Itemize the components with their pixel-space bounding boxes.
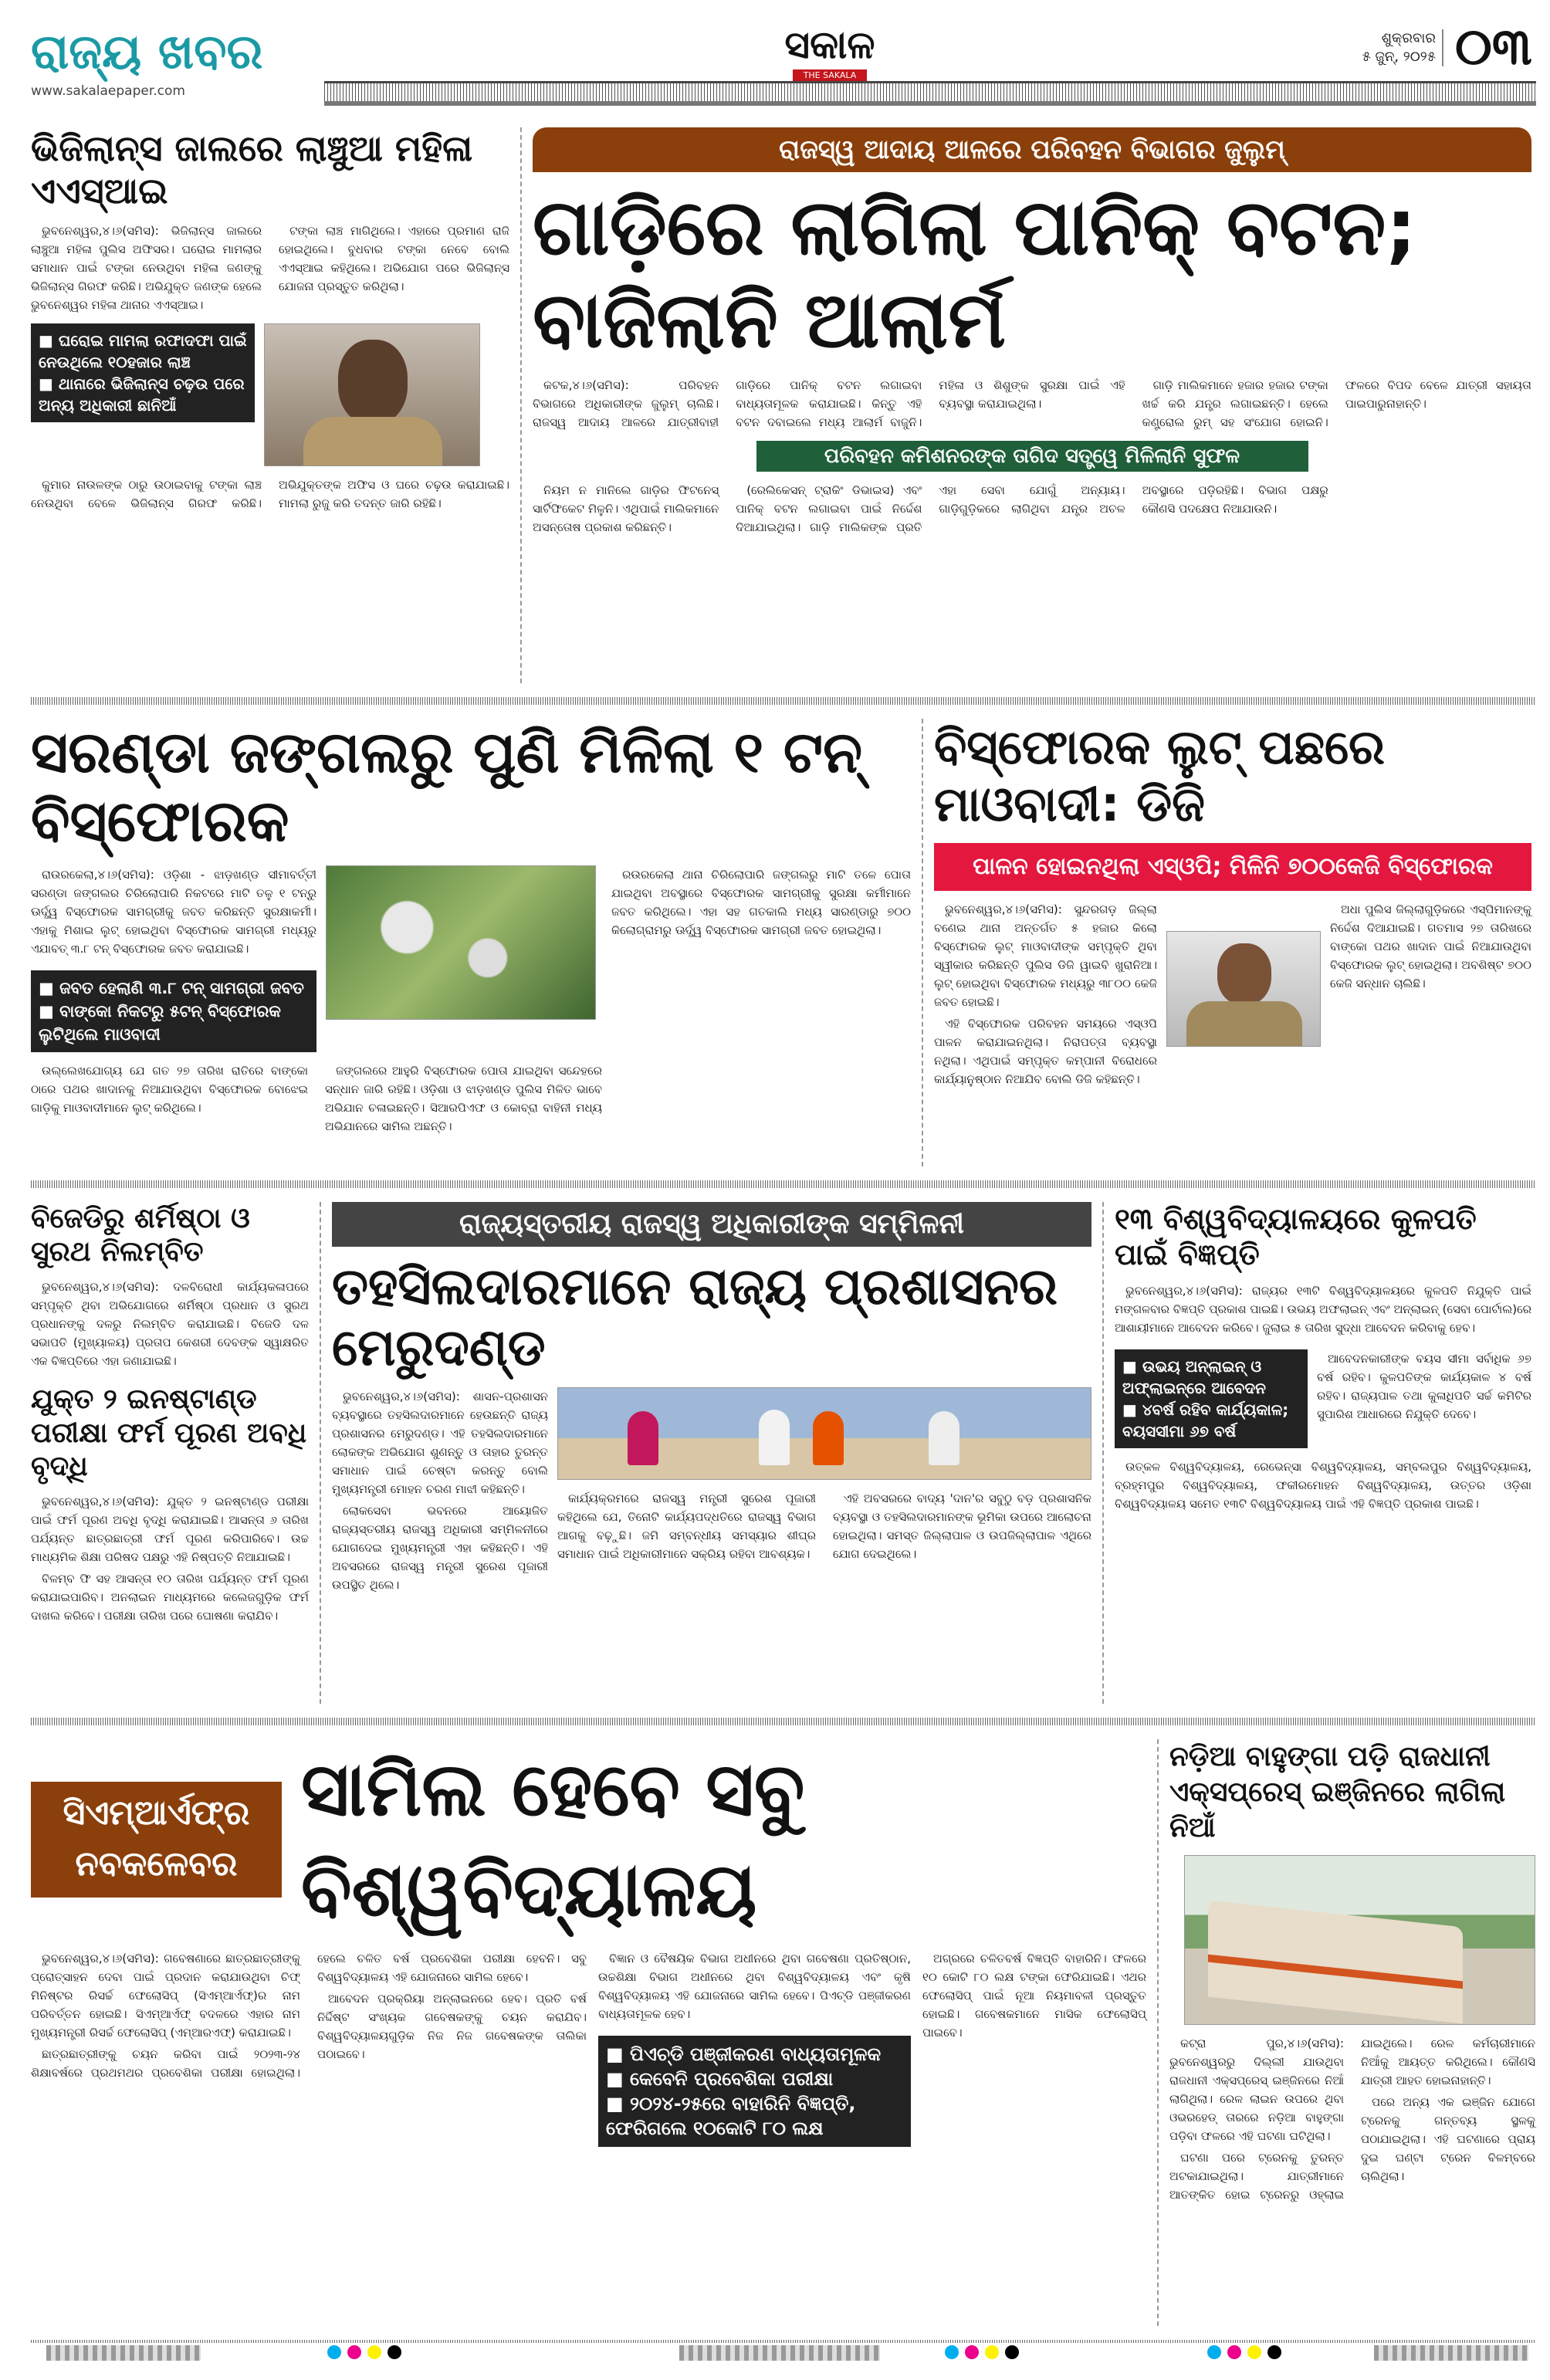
headline: ବିସ୍ଫୋରକ ଲୁଟ୍ ପଛରେ ମାଓବାଦୀ: ଡିଜି bbox=[934, 719, 1386, 833]
paragraph: ଭୁବନେଶ୍ୱର,୪।୬(ସମିସ): ଯୁକ୍ତ ୨ ଇନଷ୍ଟାଣ୍ଡ ପରୀକ୍ଷା ପାଇଁ ଫର୍ମ ପୂରଣ ଅବଧି ବୃଦ୍ଧି କରାଯାଇଛି। ଆସନ୍ତା ୬ ତାରିଖ ପର୍ଯ୍ୟନ୍ତ ଛାତ୍ରଛାତ୍ରୀ ଫର୍ମ ପୂରଣ କରିପାରିବେ। ଉଚ୍ଚ ମାଧ୍ୟମିକ ଶିକ୍ଷା ପରିଷଦ ପକ୍ଷରୁ ଏହି ନିଷ୍ପତ୍ତି ନିଆଯାଇଛି। bbox=[31, 1494, 309, 1564]
subheadline: ପାଳନ ହୋଇନଥିଲା ଏସ୍ଓପି; ମିଳିନି ୭୦୦କେଜି ବିସ୍ଫୋରକ bbox=[934, 843, 1531, 891]
paragraph: ଜଙ୍ଗଲରେ ଆହୁରି ବିସ୍ଫୋରକ ପୋତା ଯାଇଥିବା ସନ୍ଦେହରେ ସନ୍ଧାନ ଜାରି ରହିଛି। ଓଡ଼ିଶା ଓ ଝାଡ଼ଖଣ୍ଡ ପୁଲିସ ମିଳିତ ଭାବେ ଅଭିଯାନ ଚଳାଇଛନ୍ତି। ସିଆରପିଏଫ ଓ କୋବ୍ରା ବାହିନୀ ମଧ୍ୟ ଅଭିଯାନରେ ସାମିଲ ଅଛନ୍ତି। bbox=[325, 1063, 602, 1133]
news-row bbox=[31, 127, 1536, 683]
kicker-banner: ରାଜସ୍ୱ ଆଦାୟ ଆଳରେ ପରିବହନ ବିଭାଗର ଜୁଲୁମ୍ bbox=[533, 127, 1531, 172]
bullet: ■ ଥାନାରେ ଭିଜିଲାନ୍ସ ଚଢ଼ଉ ପରେ ଅନ୍ୟ ଅଧିକାରୀ ଛାନିଆଁ bbox=[39, 373, 247, 416]
headline: ନଡ଼ିଆ ବାହୁଙ୍ଗା ପଡ଼ି ରାଜଧାନୀ ଏକ୍ସପ୍ରେସ୍ ଇଞ୍ଜିନରେ ଲାଗିଲା ନିଆଁ bbox=[1169, 1741, 1506, 1843]
box-body-row bbox=[1115, 1349, 1531, 1448]
sub-column bbox=[31, 865, 316, 1052]
headline: ଭିଜିଲାନ୍ସ ଜାଲରେ ଲାଞ୍ଚୁଆ ମହିଳା ଏଏସ୍ଆଇ bbox=[31, 127, 473, 212]
main-headline: ଗାଡ଼ିରେ ଲାଗିଲା ପାନିକ୍ ବଟନ; ବାଜିଲାନି ଆଲାର୍ମ bbox=[533, 182, 1417, 365]
highlight-box bbox=[598, 2036, 911, 2147]
news-row bbox=[31, 1202, 1536, 1704]
color-dots bbox=[942, 2345, 1022, 2361]
article-body bbox=[533, 376, 1531, 432]
train-engine-photo bbox=[1184, 1855, 1535, 2025]
paragraph: ଅଗ୍ରରେ ଚଳିତବର୍ଷ ବିଜ୍ଞପ୍ତି ବାହାରିନି। ଫଳରେ ୧୦ କୋଟି ୮୦ ଲକ୍ଷ ଟଙ୍କା ଫେରିଯାଇଛି। ଏଥର ଫେଲୋସିପ୍ ପାଇଁ ନୂଆ ନିୟମାବଳୀ ପ୍ରସ୍ତୁତ ହୋଇଛି। ଗବେଷକମାନେ ମାସିକ ଫେଲୋସିପ୍ ପାଇବେ। bbox=[922, 1952, 1146, 2040]
subheadline: ଯୁକ୍ତ ୨ ଇନଷ୍ଟାଣ୍ଡ ପରୀକ୍ଷା ଫର୍ମ ପୂରଣ ଅବଧି ବୃଦ୍ଧି bbox=[31, 1383, 307, 1482]
paragraph: କାର୍ଯ୍ୟକ୍ରମରେ ରାଜସ୍ୱ ମନ୍ତ୍ରୀ ସୁରେଶ ପୂଜାରୀ କହିଥିଲେ ଯେ, ତିନୋଟି କାର୍ଯ୍ୟପଦ୍ଧତିରେ ରାଜସ୍ୱ ବିଭାଗ ଆଗକୁ ବଢ଼ୁଛି। ଜମି ସମ୍ବନ୍ଧୀୟ ସମସ୍ୟାର ଶୀଘ୍ର ସମାଧାନ ପାଇଁ ଅଧିକାରୀମାନେ ସକ୍ରିୟ ରହିବା ଆବଶ୍ୟକ। bbox=[557, 1491, 816, 1562]
bullet: ■ ପିଏଚ୍‌ଡି ପଞ୍ଜୀକରଣ ବାଧ୍ୟତାମୂଳକ bbox=[606, 2042, 903, 2067]
article-layout bbox=[934, 900, 1531, 1092]
article-body bbox=[1115, 1457, 1531, 1516]
site-url[interactable]: www.sakalaepaper.com bbox=[31, 83, 185, 99]
bullet: ■ କେବେନି ପ୍ରବେଶିକା ପରୀକ୍ଷା bbox=[606, 2067, 903, 2091]
paragraph: ଭୁବନେଶ୍ୱର,୪।୬(ସମିସ): ସୁନ୍ଦରଗଡ଼ ଜିଲ୍ଲା ବଣେଇ ଥାନା ଅନ୍ତର୍ଗତ ୫ ହଜାର କିଲୋ ବିସ୍ଫୋରକ ଲୁଟ୍ ମାଓବାଦୀଙ୍କ ସମ୍ପୃକ୍ତି ଥିବା ସ୍ୱୀକାର କରିଛନ୍ତି ପୁଲିସ ଡିଜି ୱାଇବି ଖୁରାନିଆ। ଲୁଟ୍ ହୋଇଥିବା ବିସ୍ଫୋରକ ମଧ୍ୟରୁ ୩୮୦୦ କେଜି ଜବତ ହୋଇଛି। bbox=[934, 902, 1157, 1009]
paragraph: ରାଉରକେଲା,୪।୬(ସମିସ): ଓଡ଼ିଶା - ଝାଡ଼ଖଣ୍ଡ ସୀମାବର୍ତ୍ତୀ ସରଣ୍ଡା ଜଙ୍ଗଲର ଚିରିଲୋପାରି ନିକଟରେ ମାଟି ତଳୁ ୧ ଟନ୍ରୁ ଊର୍ଦ୍ଧ୍ୱ ବିସ୍ଫୋରକ ସାମଗ୍ରୀକୁ ଜବତ କରିଛନ୍ତି ସୁରକ୍ଷାକର୍ମୀ। ଏହାକୁ ମିଶାଇ ଲୁଟ୍ ହୋଇଥିବା ବିସ୍ଫୋରକ ସାମଗ୍ରୀ ମଧ୍ୟରୁ ଏଯାବତ୍ ୩.୮ ଟନ୍ ବିସ୍ଫୋରକ ଜବତ କରାଯାଇଛି। bbox=[31, 867, 316, 956]
news-row bbox=[31, 1739, 1536, 2326]
paragraph: ଆବେଦନ ପ୍ରକ୍ରିୟା ଅନ୍‌ଲାଇନରେ ହେବ। ପ୍ରତି ବର୍ଷ ନିର୍ଦ୍ଦିଷ୍ଟ ସଂଖ୍ୟକ ଗବେଷକଙ୍କୁ ଚୟନ କରାଯିବ। ବିଶ୍ୱବିଦ୍ୟାଳୟଗୁଡ଼ିକ ନିଜ ନିଜ ଗବେଷକଙ୍କ ତାଲିକା ପଠାଇବେ। bbox=[317, 1992, 587, 2061]
paragraph: ଆବେଦନକାରୀଙ୍କ ବୟସ ସୀମା ସର୍ବାଧିକ ୬୭ ବର୍ଷ ରହିବ। କୁଳପତିଙ୍କ କାର୍ଯ୍ୟକାଳ ୪ ବର୍ଷ ରହିବ। ରାଜ୍ୟପାଳ ତଥା କୁଳାଧିପତି ସର୍ଚ୍ଚ କମିଟିର ସୁପାରିଶ ଆଧାରରେ ନିଯୁକ୍ତି ଦେବେ। bbox=[1317, 1352, 1531, 1422]
headline-row bbox=[31, 1739, 1146, 1940]
paragraph: କଟ୍ରା ପୁର,୪।୬(ସମିସ): ଭୁବନେଶ୍ୱରରୁ ଦିଲ୍ଲୀ ଯାଉଥିବା ରାଜଧାନୀ ଏକ୍ସପ୍ରେସ୍ ଇଞ୍ଜିନରେ ନିଆଁ ଲାଗିଥିଲା। ରେଳ ଲାଇନ ଉପରେ ଥିବା ଓଭରହେଡ୍ ତାରରେ ନଡ଼ିଆ ବାହୁଙ୍ଗା ପଡ଼ିବା ଫଳରେ ଏହି ଘଟଣା ଘଟିଥିଲା। bbox=[1169, 2036, 1344, 2143]
registration-mark bbox=[679, 2345, 880, 2361]
bullet: ■ ଜବତ ହେଲାଣି ୩.୮ ଟନ୍ ସାମଗ୍ରୀ ଜବତ bbox=[39, 977, 309, 1000]
paragraph: ଭୁବନେଶ୍ୱର,୪।୬(ସମିସ): ଶାସନ-ପ୍ରଶାସନ ବ୍ୟବସ୍ଥାରେ ତହସିଲଦାରମାନେ ହେଉଛନ୍ତି ରାଜ୍ୟ ପ୍ରଶାସନର ମେରୁଦଣ୍ଡ। ଏହି ତହସିଲଦାରମାନେ ଲୋକଙ୍କ ଅଭିଯୋଗ ଶୁଣନ୍ତୁ ଓ ତାହାର ତୁରନ୍ତ ସମାଧାନ ପାଇଁ ଚେଷ୍ଟା କରନ୍ତୁ ବୋଲି ମୁଖ୍ୟମନ୍ତ୍ରୀ ମୋହନ ଚରଣ ମାଝୀ କହିଛନ୍ତି। bbox=[332, 1390, 548, 1497]
article-body bbox=[598, 1949, 911, 2026]
column bbox=[31, 1202, 309, 1628]
column bbox=[31, 1739, 1146, 2147]
section-divider bbox=[31, 1718, 1536, 1725]
article-body bbox=[533, 481, 1531, 537]
paragraph: ଉଲ୍ଲେଖଯୋଗ୍ୟ ଯେ ଗତ ୨୭ ତାରିଖ ରାତିରେ ବାଙ୍କୋ ଠାରେ ପଥର ଖାଦାନକୁ ନିଆଯାଉଥିବା ବିସ୍ଫୋରକ ବୋଝେଇ ଗାଡ଼ିକୁ ମାଓବାଦୀମାନେ ଲୁଟ୍ କରିଥିଲେ। bbox=[31, 1063, 308, 1115]
date: ୫ ଜୁନ୍, ୨୦୨୫ bbox=[1362, 49, 1436, 65]
article-body bbox=[332, 1387, 548, 1597]
paragraph: ଉତ୍କଳ ବିଶ୍ୱବିଦ୍ୟାଳୟ, ରେଭେନ୍ସା ବିଶ୍ୱବିଦ୍ୟାଳୟ, ସମ୍ବଲପୁର ବିଶ୍ୱବିଦ୍ୟାଳୟ, ବ୍ରହ୍ମପୁର ବିଶ୍ୱବିଦ୍ୟାଳୟ, ଫକୀରମୋହନ ବିଶ୍ୱବିଦ୍ୟାଳୟ, ଉତ୍ତର ଓଡ଼ିଶା ବିଶ୍ୱବିଦ୍ୟାଳୟ ସମେତ ୧୩ଟି ବିଶ୍ୱବିଦ୍ୟାଳୟ ପାଇଁ ଏହି ବିଜ୍ଞପ୍ତି ପ୍ରକାଶ ପାଇଛି। bbox=[1115, 1460, 1531, 1512]
article-body bbox=[1330, 900, 1531, 996]
column bbox=[320, 1202, 1091, 1704]
box-photo-row bbox=[31, 323, 509, 466]
paragraph: ଏହି ଅବସରରେ ବାଦ୍ୟ 'ଦାନ'ର ସବୁଠୁ ବଡ଼ ପ୍ରଶାସନିକ ବ୍ୟବସ୍ଥା ଓ ତହସିଲଦାରମାନଙ୍କ ଭୂମିକା ଉପରେ ଆଲୋଚନା ହୋଇଥିଲା। ସମସ୍ତ ଜିଲ୍ଲାପାଳ ଓ ଉପଜିଲ୍ଲାପାଳ ଏଥିରେ ଯୋଗ ଦେଇଥିଲେ। bbox=[833, 1491, 1091, 1562]
kicker-box: ସିଏମ୍ଆର୍ଏଫ୍‌ର ନବକଳେବର bbox=[31, 1782, 282, 1898]
logo-subtext: THE SAKALA bbox=[793, 69, 868, 81]
article-body bbox=[31, 476, 509, 514]
paragraph: ଭୁବନେଶ୍ୱର,୪।୬(ସମିସ): ଦଳବିରୋଧୀ କାର୍ଯ୍ୟକଳାପରେ ସମ୍ପୃକ୍ତି ଥିବା ଅଭିଯୋଗରେ ଶର୍ମିଷ୍ଠା ପ୍ରଧାନ ଓ ସୁରଥ ପ୍ରଧାନଙ୍କୁ ଦଳରୁ ନିଲମ୍ବିତ କରାଯାଇଛି। ବିଜେଡି ଦଳ ସଭାପତି (ମୁଖ୍ୟାଳୟ) ପ୍ରତାପ କେଶରୀ ଦେବଙ୍କ ସ୍ୱାକ୍ଷରିତ ଏକ ବିଜ୍ଞପ୍ତିରେ ଏହା ଜଣାଯାଇଛି। bbox=[31, 1280, 309, 1369]
day: ଶୁକ୍ରବାର bbox=[1381, 30, 1436, 46]
sub-column bbox=[557, 1387, 1091, 1566]
color-dots bbox=[1204, 2345, 1284, 2361]
paragraph: କଟକ,୪।୬(ସମିସ): ପରିବହନ ବିଭାଗରେ ଅଧିକାରୀଙ୍କ ଜୁଲୁମ୍ ଚାଲିଛି। ରାଜସ୍ୱ ଆଦାୟ ଆଳରେ ଯାତ୍ରୀବାହୀ ଗାଡ଼ିରେ ପାନିକ୍ ବଟନ ଲଗାଇବା ବାଧ୍ୟତାମୂଳକ କରାଯାଇଛି। କିନ୍ତୁ ଏହି ବଟନ ଦବାଇଲେ ମଧ୍ୟ ଆଲାର୍ମ ବାଜୁନି। ମହିଳା ଓ ଶିଶୁଙ୍କ ସୁରକ୍ଷା ପାଇଁ ଏହି ବ୍ୟବସ୍ଥା କରାଯାଇଥିଲା। bbox=[533, 378, 1125, 429]
section-divider bbox=[31, 1180, 1536, 1188]
highlight-box bbox=[31, 323, 255, 422]
paragraph: କୁମାର ନାଉଳଙ୍କ ଠାରୁ ଉଠାଇବାକୁ ଟଙ୍କା ଲାଞ୍ଚ ନେଉଥିବା ବେଳେ ଭିଜିଲାନ୍ସ ଗିରଫ କରିଛି। ଅଭିଯୁକ୍ତଙ୍କ ଅଫିସ ଓ ଘରେ ଚଢ଼ଉ କରାଯାଇଛି। ମାମଲା ରୁଜୁ କରି ତଦନ୍ତ ଜାରି ରହିଛି। bbox=[31, 478, 509, 511]
kicker-banner: ରାଜ୍ୟସ୍ତରୀୟ ରାଜସ୍ୱ ଅଧିକାରୀଙ୍କ ସମ୍ମିଳନୀ bbox=[332, 1202, 1091, 1247]
article-body bbox=[31, 865, 316, 961]
column bbox=[1102, 1202, 1531, 1704]
paragraph: (ରେଲିକେସନ୍ ଟ୍ରାକିଂ ଡିଭାଇସ) ଏବଂ ପାନିକ୍ ବଟନ ଲଗାଇବା ପାଇଁ ନିର୍ଦ୍ଦେଶ ଦିଆଯାଇଥିଲା। ଗାଡ଼ି ମାଲିକଙ୍କ ପ୍ରତି ଏହା ସେବା ଯୋଗୁଁ ଅନ୍ୟାୟ। ଗାଡ଼ିଗୁଡ଼ିକରେ ଲାଗିଥିବା ଯନ୍ତ୍ର ଅଚଳ ଅବସ୍ଥାରେ ପଡ଼ିରହିଛି। ବିଭାଗ ପକ୍ଷରୁ କୌଣସି ପଦକ୍ଷେପ ନିଆଯାଉନି। bbox=[736, 483, 1328, 534]
paragraph: ପରେ ଅନ୍ୟ ଏକ ଇଞ୍ଜିନ ଯୋଗେ ଟ୍ରେନକୁ ଗନ୍ତବ୍ୟ ସ୍ଥଳକୁ ପଠାଯାଇଥିଲା। ଏହି ଘଟଣାରେ ପ୍ରାୟ ଦୁଇ ଘଣ୍ଟା ଟ୍ରେନ ବିଳମ୍ବରେ ଚାଲିଥିଲା। bbox=[1361, 2095, 1535, 2183]
paragraph: ଘଟଣା ପରେ ଟ୍ରେନକୁ ତୁରନ୍ତ ଅଟକାଯାଇଥିଲା। ଯାତ୍ରୀମାନେ ଆତଙ୍କିତ ହୋଇ ଟ୍ରେନରୁ ଓହ୍ଲାଇ ଯାଇଥିଲେ। ରେଳ କର୍ମଚାରୀମାନେ ନିଆଁକୁ ଆୟତ୍ତ କରିଥିଲେ। କୌଣସି ଯାତ୍ରୀ ଆହତ ହୋଇନାହାନ୍ତି। bbox=[1169, 2036, 1535, 2202]
paragraph: ନିୟମ ନ ମାନିଲେ ଗାଡ଼ିର ଫିଟନେସ୍ ସାର୍ଟିଫିକେଟ ମିଳୁନି। ଏଥିପାଇଁ ମାଲିକମାନେ ଅସନ୍ତୋଷ ପ୍ରକାଶ କରିଛନ୍ତି। bbox=[533, 483, 719, 534]
bullet: ■ ୪ବର୍ଷ ରହିବ କାର୍ଯ୍ୟକାଳ; ବୟସସୀମା ୬୭ ବର୍ଷ bbox=[1122, 1399, 1300, 1442]
paragraph: ଅଧା ପୁଲିସ ଜିଲ୍ଲାଗୁଡ଼ିକରେ ଏସ୍ପିମାନଙ୍କୁ ନିର୍ଦ୍ଦେଶ ଦିଆଯାଇଛି। ଗତମାସ ୨୭ ତାରିଖରେ ବାଙ୍କୋ ପଥର ଖାଦାନ ପାଇଁ ନିଆଯାଉଥିବା ବିସ୍ଫୋରକ ଲୁଟ୍ ହୋଇଥିଲା। ଅବଶିଷ୍ଟ ୭୦୦ କେଜି ସନ୍ଧାନ ଚାଲିଛି। bbox=[1329, 902, 1531, 990]
officer-photo bbox=[264, 323, 480, 466]
bullet: ■ ଘରୋଇ ମାମଲା ରଫାଦଫା ପାଇଁ ନେଉଥିଲେ ୧୦ହଜାର ଲାଞ୍ଚ bbox=[39, 330, 247, 373]
article-body bbox=[934, 900, 1157, 1092]
subheadline: ପରିବହନ କମିଶନରଙ୍କ ତାଗିଦ ସତ୍ତ୍ୱେ ମିଳିଲାନି ସୁଫଳ bbox=[756, 441, 1308, 472]
column bbox=[31, 719, 911, 1136]
article-layout bbox=[31, 1949, 1146, 2147]
headline: ତହସିଲଦାରମାନେ ରାଜ୍ୟ ପ୍ରଶାସନର ମେରୁଦଣ୍ଡ bbox=[332, 1257, 1058, 1378]
paragraph: ଭୁବନେଶ୍ୱର,୪।୬(ସମିସ): ଗବେଷଣାରେ ଛାତ୍ରଛାତ୍ରୀଙ୍କୁ ପ୍ରୋତ୍ସାହନ ଦେବା ପାଇଁ ପ୍ରଦାନ କରାଯାଉଥିବା ଚିଫ୍ ମିନିଷ୍ଟର ରିସର୍ଚ୍ଚ ଫେଲୋସିପ୍ (ସିଏମ୍ଆର୍ଏଫ୍)ର ନାମ ପରିବର୍ତ୍ତନ ହୋଇଛି। ସିଏମ୍ଆର୍ଏଫ୍ ବଦଳରେ ଏହାର ନାମ ମୁଖ୍ୟମନ୍ତ୍ରୀ ରିସର୍ଚ୍ଚ ଫେଲୋସିପ୍ (ଏମ୍ଆରଏଫ୍) କରାଯାଇଛି। bbox=[31, 1952, 300, 2040]
registration-mark bbox=[46, 2345, 201, 2361]
registration-mark bbox=[1374, 2345, 1528, 2361]
article-body bbox=[611, 865, 911, 943]
article-body bbox=[31, 222, 509, 314]
section-title: ରାଜ୍ୟ ଖବର bbox=[31, 23, 263, 80]
article-body bbox=[557, 1489, 1091, 1566]
paragraph: ବିଳମ୍ବ ଫି ସହ ଆସନ୍ତା ୧୦ ତାରିଖ ପର୍ଯ୍ୟନ୍ତ ଫର୍ମ ପୂରଣ କରାଯାଇପାରିବ। ଅନଲାଇନ ମାଧ୍ୟମରେ କଲେଜଗୁଡ଼ିକ ଫର୍ମ ଦାଖଲ କରିବେ। ପରୀକ୍ଷା ତାରିଖ ପରେ ଘୋଷଣା କରାଯିବ। bbox=[31, 1571, 309, 1623]
section-divider bbox=[31, 697, 1536, 705]
paragraph: ଭୁବନେଶ୍ୱର,୪।୬(ସମିସ): ଭିଜିଲାନ୍ସ ଜାଲରେ ଲାଞ୍ଚୁଆ ମହିଳା ପୁଲିସ ଅଫିସର। ଘରୋଇ ମାମଲାର ସମାଧାନ ପାଇଁ ଟଙ୍କା ନେଉଥିବା ମହିଳା ଜଣଙ୍କୁ ଭିଜିଲାନ୍ସ ଗିରଫ କରିଛି। ଅଭିଯୁକ୍ତ ଜଣଙ୍କ ହେଲେ ଭୁବନେଶ୍ୱର ମହିଳା ଥାନାର ଏଏସ୍ଆଇ। bbox=[31, 224, 262, 313]
article-layout bbox=[31, 865, 911, 1136]
article-body bbox=[31, 1492, 309, 1628]
sub-column bbox=[598, 1949, 911, 2147]
dg-photo bbox=[1166, 931, 1321, 1047]
logo-text: ସକାଳ bbox=[784, 22, 875, 67]
explosives-photo bbox=[326, 865, 596, 1020]
column bbox=[1157, 1739, 1535, 2326]
headline: ୧୩ ବିଶ୍ୱବିଦ୍ୟାଳୟରେ କୁଳପତି ପାଇଁ ବିଜ୍ଞପ୍ତି bbox=[1115, 1202, 1477, 1271]
article-body bbox=[922, 1949, 1146, 2045]
paragraph: ଭୁବନେଶ୍ୱର,୪।୬(ସମିସ): ରାଜ୍ୟର ୧୩ଟି ବିଶ୍ୱବିଦ୍ୟାଳୟରେ କୁଳପତି ନିଯୁକ୍ତି ପାଇଁ ମଙ୍ଗଳବାର ବିଜ୍ଞପ୍ତି ପ୍ରକାଶ ପାଇଛି। ଉଭୟ ଅଫଲାଇନ୍ ଏବଂ ଅନ୍‌ଲାଇନ୍ (ସେବା ପୋର୍ଟାଲ)ରେ ଆଶାୟୀମାନେ ଆବେଦନ କରିବେ। ଜୁଲାଇ ୫ ତାରିଖ ସୁଦ୍ଧା ଆବେଦନ କରିବାକୁ ହେବ। bbox=[1115, 1284, 1531, 1336]
color-dots bbox=[324, 2345, 404, 2361]
conference-photo bbox=[557, 1387, 1091, 1480]
sub-column bbox=[31, 865, 602, 1136]
bullet: ■ ଉଭୟ ଅନ୍‌ଲାଇନ୍ ଓ ଅଫ୍‌ଲାଇନ୍‌ରେ ଆବେଦନ bbox=[1122, 1356, 1300, 1399]
main-headline: ସାମିଲ ହେବେ ସବୁ ବିଶ୍ୱବିଦ୍ୟାଳୟ bbox=[301, 1746, 805, 1933]
article-body bbox=[31, 1061, 602, 1136]
paragraph: ବିଜ୍ଞାନ ଓ ବୈଷୟିକ ବିଭାଗ ଅଧୀନରେ ଥିବା ଗବେଷଣା ପ୍ରତିଷ୍ଠାନ, ଉଚ୍ଚଶିକ୍ଷା ବିଭାଗ ଅଧୀନରେ ଥିବା ବିଶ୍ୱବିଦ୍ୟାଳୟ ଏବଂ କୃଷି ବିଶ୍ୱବିଦ୍ୟାଳୟ ଏହି ଯୋଜନାରେ ସାମିଲ ହେବେ। ପିଏଚ୍‌ଡି ପଞ୍ଜୀକରଣ ବାଧ୍ୟତାମୂଳକ ହେବ। bbox=[598, 1952, 911, 2021]
column bbox=[922, 719, 1531, 1166]
column bbox=[31, 127, 509, 514]
paragraph: ଛାତ୍ରଛାତ୍ରୀଙ୍କୁ ଚୟନ କରିବା ପାଇଁ ୨୦୨୩-୨୪ ଶିକ୍ଷାବର୍ଷରେ ପ୍ରଥମଥର ପ୍ରବେଶିକା ପରୀକ୍ଷା ହୋଇଥିଲା। ହେଲେ ଚଳିତ ବର୍ଷ ପ୍ରବେଶିକା ପରୀକ୍ଷା ହେବନି। ସବୁ ବିଶ୍ୱବିଦ୍ୟାଳୟ ଏହି ଯୋଜନାରେ ସାମିଲ ହେବେ। bbox=[31, 1952, 587, 2080]
article-body bbox=[1115, 1281, 1531, 1340]
article-layout bbox=[332, 1387, 1091, 1597]
bullet: ■ ୨୦୨୪-୨୫ରେ ବାହାରିନି ବିଜ୍ଞପ୍ତି, ଫେରିଗଲେ ୧୦କୋଟି ୮୦ ଲକ୍ଷ bbox=[606, 2091, 903, 2141]
paragraph: ଟଙ୍କା ଲାଞ୍ଚ ମାଗିଥିଲେ। ଏହାରେ ପ୍ରମାଣ ରାଜି ହୋଇଥିଲେ। ବୁଧବାର ଟଙ୍କା ନେବେ ବୋଲି ଏଏସ୍ଆଇ କହିଥିଲେ। ଅଭିଯୋଗ ପରେ ଭିଜିଲାନ୍ସ ଯୋଜନା ପ୍ରସ୍ତୁତ କରିଥିଲା। bbox=[279, 224, 509, 294]
highlight-box bbox=[31, 970, 316, 1052]
footer-rule bbox=[31, 2340, 1536, 2343]
paragraph: ଲୋକସେବା ଭବନରେ ଆୟୋଜିତ ରାଜ୍ୟସ୍ତରୀୟ ରାଜସ୍ୱ ଅଧିକାରୀ ସମ୍ମିଳନୀରେ ଯୋଗଦେଇ ମୁଖ୍ୟମନ୍ତ୍ରୀ ଏହା କହିଛନ୍ତି। ଏହି ଅବସରରେ ରାଜସ୍ୱ ମନ୍ତ୍ରୀ ସୁରେଶ ପୂଜାରୀ ଉପସ୍ଥିତ ଥିଲେ। bbox=[332, 1504, 548, 1593]
body-photo-row bbox=[31, 865, 602, 1052]
paragraph: ରଉରକେଲା ଥାନା ଚିରିଲୋପାରି ଜଙ୍ଗଲରୁ ମାଟି ତଳେ ପୋତା ଯାଇଥିବା ଅବସ୍ଥାରେ ବିସ୍ଫୋରକ ସାମଗ୍ରୀକୁ ସୁରକ୍ଷା କର୍ମୀମାନେ ଜବତ କରିଥିଲେ। ଏହା ସହ ଗତକାଲି ମଧ୍ୟ ସାରଣ୍ଡାରୁ ୭୦୦ କିଲୋଗ୍ରାମରୁ ଊର୍ଦ୍ଧ୍ୱ ବିସ୍ଫୋରକ ସାମଗ୍ରୀ ଜବତ ହୋଇଥିଲା। bbox=[611, 867, 911, 937]
headline: ସରଣ୍ଡା ଜଙ୍ଗଲରୁ ପୁଣି ମିଳିଲା ୧ ଟନ୍ ବିସ୍ଫୋରକ bbox=[31, 719, 863, 855]
article-body bbox=[31, 1278, 309, 1373]
article-body bbox=[31, 1949, 587, 2082]
page-number: ୦୩ bbox=[1455, 17, 1532, 76]
paragraph: ଏହି ବିସ୍ଫୋରକ ପରିବହନ ସମୟରେ ଏସ୍ଓପି ପାଳନ କରାଯାଇନଥିଲା। ନିରାପତ୍ତା ବ୍ୟବସ୍ଥା ନଥିଲା। ଏଥିପାଇଁ ସମ୍ପୃକ୍ତ କମ୍ପାନୀ ବିରୋଧରେ କାର୍ଯ୍ୟାନୁଷ୍ଠାନ ନିଆଯିବ ବୋଲି ଡିଜି କହିଛନ୍ତି। bbox=[934, 1016, 1157, 1086]
news-row bbox=[31, 719, 1536, 1166]
article-body bbox=[1317, 1349, 1531, 1427]
bullet: ■ ବାଙ୍କୋ ନିକଟରୁ ୫ଟନ୍ ବିସ୍ଫୋରକ ଲୁଟିଥିଲେ ମାଓବାଦୀ bbox=[39, 1000, 309, 1046]
column bbox=[520, 127, 1531, 683]
headline: ବିଜେଡିରୁ ଶର୍ମିଷ୍ଠା ଓ ସୁରଥ ନିଲମ୍ବିତ bbox=[31, 1203, 250, 1268]
article-body bbox=[1169, 2034, 1535, 2204]
highlight-box bbox=[1115, 1349, 1308, 1448]
paragraph: ଗାଡ଼ି ମାଲିକମାନେ ହଜାର ହଜାର ଟଙ୍କା ଖର୍ଚ୍ଚ କରି ଯନ୍ତ୍ର ଲଗାଇଛନ୍ତି। ହେଲେ କଣ୍ଟ୍ରୋଲ ରୁମ୍ ସହ ସଂଯୋଗ ହୋଇନି। ଫଳରେ ବିପଦ ବେଳେ ଯାତ୍ରୀ ସହାୟତା ପାଇପାରୁନାହାନ୍ତି। bbox=[1142, 378, 1531, 429]
